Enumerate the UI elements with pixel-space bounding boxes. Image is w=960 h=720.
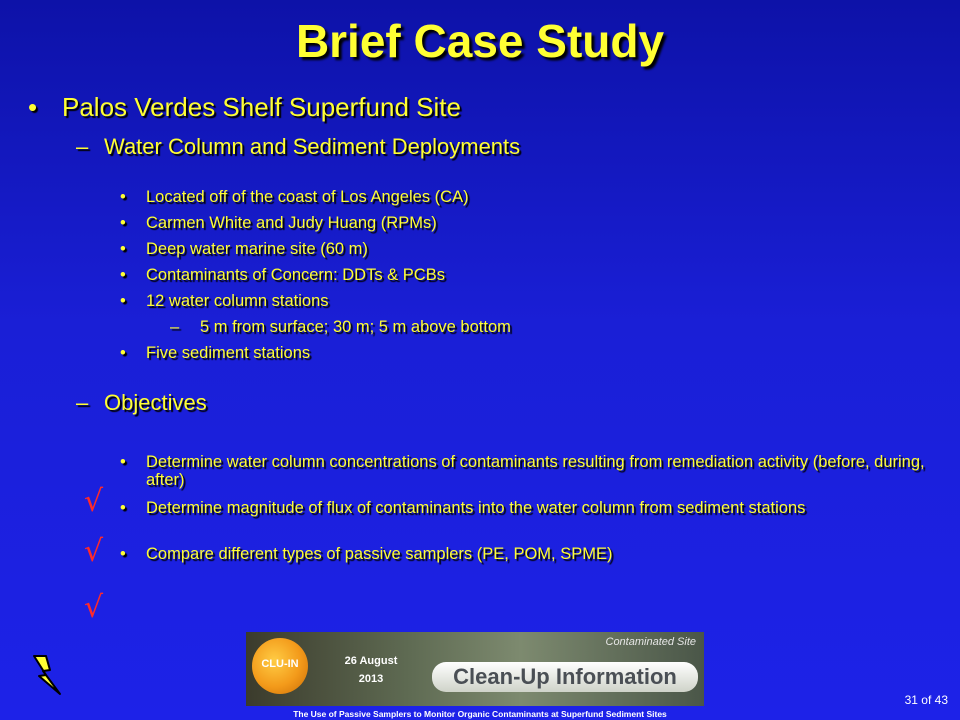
clu-in-logo-text: CLU-IN	[261, 658, 299, 670]
page-number: 31 of 43	[904, 693, 948, 707]
slide-title: Brief Case Study	[295, 15, 665, 67]
banner-date-line1: 26 August	[344, 655, 398, 667]
bullet-glyph: •	[120, 266, 126, 284]
bullet-glyph: •	[120, 214, 126, 232]
dash-glyph: –	[76, 390, 89, 415]
list-item-text: Carmen White and Judy Huang (RPMs)	[146, 214, 437, 232]
list-item-text: Contaminants of Concern: DDTs & PCBs	[146, 266, 445, 284]
list-item-text: Located off of the coast of Los Angeles (CA)	[146, 188, 469, 206]
list-item-text: Deep water marine site (60 m)	[146, 240, 368, 258]
bullet-glyph: •	[120, 499, 126, 517]
bullet-glyph: •	[120, 240, 126, 258]
list-item-text: 12 water column stations	[146, 292, 329, 310]
banner-subtitle: Contaminated Site	[605, 636, 696, 648]
bullet-glyph: •	[120, 344, 126, 362]
list-subitem-text: 5 m from surface; 30 m; 5 m above bottom	[200, 318, 511, 336]
lightning-bolt-icon	[30, 654, 66, 698]
objective-item-text: Compare different types of passive samplers (PE, POM, SPME)	[146, 545, 613, 563]
objective-item-text: Determine water column concentrations of contaminants resulting from remediation activity (before, during, after)	[146, 453, 925, 489]
banner-date-line2: 2013	[358, 673, 384, 685]
checkmark-icon: √	[84, 484, 104, 519]
objective-item-text: Determine magnitude of flux of contaminants into the water column from sediment stations	[146, 499, 806, 517]
bullet-glyph: •	[120, 292, 126, 310]
banner-title: Clean-Up Information	[432, 662, 698, 692]
dash-glyph: –	[76, 134, 89, 159]
checkmark-icon: √	[84, 534, 104, 569]
checkmark-icon: √	[84, 590, 104, 625]
dash-glyph: –	[170, 318, 180, 336]
list-item-text: Five sediment stations	[146, 344, 311, 362]
main-bullet-text: Palos Verdes Shelf Superfund Site	[62, 92, 461, 122]
bullet-glyph: •	[120, 545, 126, 563]
bullet-glyph: •	[120, 188, 126, 206]
subheading-objectives-text: Objectives	[104, 390, 207, 415]
banner-date	[326, 652, 416, 688]
bullet-glyph: •	[120, 453, 126, 471]
clu-in-logo	[252, 638, 308, 694]
bullet-glyph: •	[28, 92, 38, 122]
subheading-deployments-text: Water Column and Sediment Deployments	[104, 134, 521, 159]
footer-text: The Use of Passive Samplers to Monitor Organic Contaminants at Superfund Sediment Sites	[293, 709, 667, 719]
clu-in-banner	[246, 632, 704, 706]
